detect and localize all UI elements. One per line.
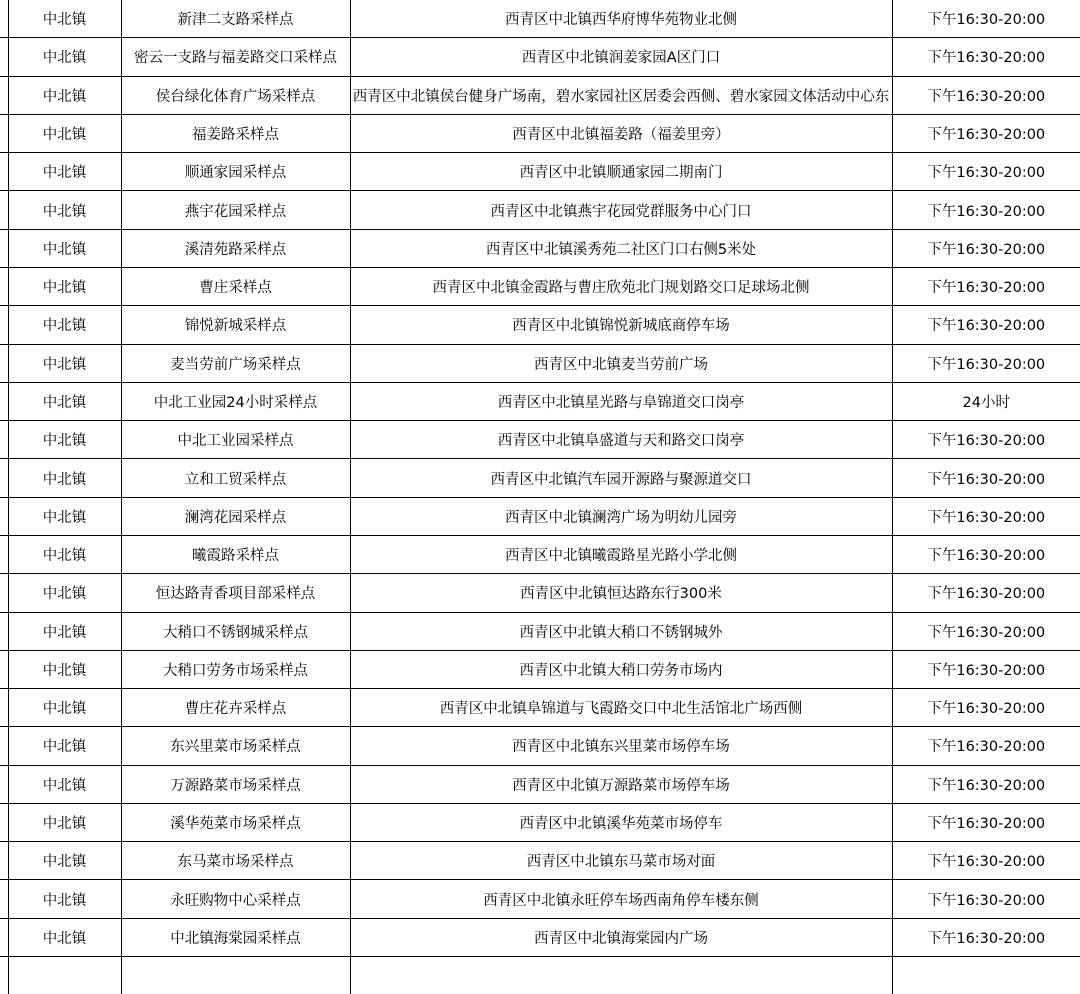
address-cell (350, 727, 892, 765)
address-text: 西青区中北镇汽车园开源路与聚源道交口 (490, 471, 752, 488)
address-text: 西青区中北镇西华府博华苑物业北侧 (505, 12, 737, 29)
address-cell (350, 76, 892, 114)
address-cell (350, 689, 892, 727)
site-name-cell: 曹庄采样点 (121, 267, 350, 305)
town-cell: 中北镇 (8, 918, 121, 956)
address-text: 西青区中北镇福姜路（福姜里旁） (512, 126, 730, 143)
address-text: 西青区中北镇润姜家园A区门口 (521, 50, 721, 67)
site-name-cell: 曦霞路采样点 (121, 535, 350, 573)
hours-cell: 下午16:30-20:00 (892, 650, 1080, 688)
address-text: 西青区中北镇永旺停车场西南角停车楼东侧 (483, 892, 759, 909)
row-edge-cell (0, 727, 8, 765)
site-name-cell: 燕宇花园采样点 (121, 191, 350, 229)
address-cell (350, 306, 892, 344)
table-row (0, 803, 1080, 841)
town-cell: 中北镇 (8, 191, 121, 229)
hours-cell: 下午16:30-20:00 (892, 727, 1080, 765)
site-name-cell: 东马菜市场采样点 (121, 842, 350, 880)
hours-cell: 下午16:30-20:00 (892, 803, 1080, 841)
row-edge-cell (0, 114, 8, 152)
hours-cell: 24小时 (892, 382, 1080, 420)
row-edge-cell (0, 0, 8, 38)
row-edge-cell (0, 612, 8, 650)
site-name-cell: 密云一支路与福姜路交口采样点 (121, 38, 350, 76)
site-name-cell: 中北工业园24小时采样点 (121, 382, 350, 420)
site-name-cell: 锦悦新城采样点 (121, 306, 350, 344)
row-edge-cell (0, 459, 8, 497)
site-name-cell: 大稍口不锈钢城采样点 (121, 612, 350, 650)
table-row (0, 957, 1080, 994)
row-edge-cell (0, 344, 8, 382)
hours-cell: 下午16:30-20:00 (892, 459, 1080, 497)
hours-cell: 下午16:30-20:00 (892, 306, 1080, 344)
hours-cell: 下午16:30-20:00 (892, 76, 1080, 114)
town-cell: 中北镇 (8, 535, 121, 573)
town-cell: 中北镇 (8, 727, 121, 765)
address-text: 西青区中北镇阜锦道与飞霞路交口中北生活馆北广场西侧 (439, 701, 803, 718)
row-edge-cell (0, 267, 8, 305)
table-row (0, 344, 1080, 382)
town-cell: 中北镇 (8, 574, 121, 612)
table-row (0, 880, 1080, 918)
address-text: 西青区中北镇曦霞路星光路小学北侧 (505, 548, 737, 565)
site-name-cell: 大稍口劳务市场采样点 (121, 650, 350, 688)
row-edge-cell (0, 306, 8, 344)
address-cell (350, 0, 892, 38)
table-row (0, 535, 1080, 573)
town-cell: 中北镇 (8, 153, 121, 191)
town-cell (8, 957, 121, 994)
address-cell (350, 574, 892, 612)
address-cell (350, 153, 892, 191)
table-row (0, 689, 1080, 727)
address-cell (350, 114, 892, 152)
address-text: 西青区中北镇澜湾广场为明幼儿园旁 (505, 509, 737, 526)
hours-cell: 下午16:30-20:00 (892, 191, 1080, 229)
site-name-cell: 东兴里菜市场采样点 (121, 727, 350, 765)
table-row (0, 114, 1080, 152)
town-cell: 中北镇 (8, 267, 121, 305)
town-cell: 中北镇 (8, 114, 121, 152)
hours-cell: 下午16:30-20:00 (892, 535, 1080, 573)
address-cell (350, 880, 892, 918)
address-text: 西青区中北镇燕宇花园党群服务中心门口 (490, 203, 752, 220)
town-cell: 中北镇 (8, 497, 121, 535)
site-name-cell: 溪华苑菜市场采样点 (121, 803, 350, 841)
address-text: 西青区中北镇溪华苑菜市场停车 (519, 816, 723, 833)
row-edge-cell (0, 765, 8, 803)
address-text: 西青区中北镇顺通家园二期南门 (519, 165, 723, 182)
site-name-cell: 侯台绿化体育广场采样点 (121, 76, 350, 114)
hours-cell: 下午16:30-20:00 (892, 153, 1080, 191)
address-text: 西青区中北镇大稍口劳务市场内 (519, 662, 723, 679)
address-cell (350, 803, 892, 841)
table-row (0, 229, 1080, 267)
table-row (0, 650, 1080, 688)
row-edge-cell (0, 842, 8, 880)
row-edge-cell (0, 957, 8, 994)
address-cell (350, 918, 892, 956)
table-row (0, 421, 1080, 459)
town-cell: 中北镇 (8, 76, 121, 114)
hours-cell: 下午16:30-20:00 (892, 918, 1080, 956)
table-row (0, 842, 1080, 880)
site-name-cell: 万源路菜市场采样点 (121, 765, 350, 803)
address-text: 西青区中北镇海棠园内广场 (534, 930, 708, 947)
site-name-cell: 永旺购物中心采样点 (121, 880, 350, 918)
site-name-cell: 恒达路青香项目部采样点 (121, 574, 350, 612)
site-name-cell: 中北工业园采样点 (121, 421, 350, 459)
row-edge-cell (0, 421, 8, 459)
table-row (0, 76, 1080, 114)
hours-cell: 下午16:30-20:00 (892, 612, 1080, 650)
hours-cell: 下午16:30-20:00 (892, 267, 1080, 305)
table-row (0, 306, 1080, 344)
address-text: 西青区中北镇金霞路与曹庄欣苑北门规划路交口足球场北侧 (432, 280, 810, 297)
address-cell (350, 38, 892, 76)
table-row (0, 267, 1080, 305)
town-cell: 中北镇 (8, 803, 121, 841)
table-row (0, 153, 1080, 191)
row-edge-cell (0, 229, 8, 267)
row-edge-cell (0, 535, 8, 573)
address-text: 西青区中北镇万源路菜市场停车场 (512, 777, 730, 794)
row-edge-cell (0, 918, 8, 956)
address-cell (350, 191, 892, 229)
row-edge-cell (0, 76, 8, 114)
address-cell (350, 765, 892, 803)
address-text: 西青区中北镇星光路与阜锦道交口岗亭 (497, 394, 745, 411)
hours-cell: 下午16:30-20:00 (892, 880, 1080, 918)
town-cell: 中北镇 (8, 459, 121, 497)
table-row (0, 918, 1080, 956)
site-name-cell: 新津二支路采样点 (121, 0, 350, 38)
address-text: 西青区中北镇恒达路东行300米 (520, 586, 722, 603)
row-edge-cell (0, 382, 8, 420)
row-edge-cell (0, 153, 8, 191)
table-row (0, 727, 1080, 765)
site-name-cell: 麦当劳前广场采样点 (121, 344, 350, 382)
site-name-cell (121, 957, 350, 994)
hours-cell: 下午16:30-20:00 (892, 765, 1080, 803)
table-row (0, 382, 1080, 420)
hours-cell: 下午16:30-20:00 (892, 421, 1080, 459)
site-name-cell: 澜湾花园采样点 (121, 497, 350, 535)
town-cell: 中北镇 (8, 382, 121, 420)
row-edge-cell (0, 191, 8, 229)
row-edge-cell (0, 574, 8, 612)
table-row (0, 38, 1080, 76)
address-cell (350, 535, 892, 573)
town-cell: 中北镇 (8, 765, 121, 803)
hours-cell: 下午16:30-20:00 (892, 497, 1080, 535)
address-cell (350, 650, 892, 688)
town-cell: 中北镇 (8, 38, 121, 76)
hours-cell: 下午16:30-20:00 (892, 0, 1080, 38)
address-text: 西青区中北镇阜盛道与天和路交口岗亭 (497, 433, 745, 450)
address-text: 西青区中北镇麦当劳前广场 (534, 356, 708, 373)
site-name-cell: 溪清苑路采样点 (121, 229, 350, 267)
table-row (0, 0, 1080, 38)
address-cell (350, 229, 892, 267)
address-cell (350, 421, 892, 459)
row-edge-cell (0, 650, 8, 688)
address-cell (350, 957, 892, 994)
row-edge-cell (0, 880, 8, 918)
hours-cell: 下午16:30-20:00 (892, 38, 1080, 76)
address-cell (350, 267, 892, 305)
town-cell: 中北镇 (8, 880, 121, 918)
hours-cell (892, 957, 1080, 994)
address-text: 西青区中北镇锦悦新城底商停车场 (512, 318, 730, 335)
town-cell: 中北镇 (8, 0, 121, 38)
hours-cell: 下午16:30-20:00 (892, 344, 1080, 382)
address-cell (350, 382, 892, 420)
address-text: 西青区中北镇侯台健身广场南，碧水家园社区居委会西侧、碧水家园文体活动中心东 (352, 88, 890, 105)
town-cell: 中北镇 (8, 306, 121, 344)
town-cell: 中北镇 (8, 842, 121, 880)
table-row (0, 765, 1080, 803)
town-cell: 中北镇 (8, 612, 121, 650)
site-name-cell: 顺通家园采样点 (121, 153, 350, 191)
address-cell (350, 497, 892, 535)
row-edge-cell (0, 497, 8, 535)
hours-cell: 下午16:30-20:00 (892, 689, 1080, 727)
town-cell: 中北镇 (8, 650, 121, 688)
town-cell: 中北镇 (8, 229, 121, 267)
site-name-cell: 曹庄花卉采样点 (121, 689, 350, 727)
site-name-cell: 立和工贸采样点 (121, 459, 350, 497)
address-cell (350, 459, 892, 497)
address-cell (350, 344, 892, 382)
address-text: 西青区中北镇东马菜市场对面 (526, 854, 716, 871)
hours-cell: 下午16:30-20:00 (892, 114, 1080, 152)
town-cell: 中北镇 (8, 689, 121, 727)
hours-cell: 下午16:30-20:00 (892, 229, 1080, 267)
address-text: 西青区中北镇溪秀苑二社区门口右侧5米处 (485, 241, 757, 258)
site-name-cell: 福姜路采样点 (121, 114, 350, 152)
table-row (0, 497, 1080, 535)
table-row (0, 612, 1080, 650)
address-text: 西青区中北镇东兴里菜市场停车场 (512, 739, 730, 756)
row-edge-cell (0, 38, 8, 76)
town-cell: 中北镇 (8, 344, 121, 382)
town-cell: 中北镇 (8, 421, 121, 459)
address-text: 西青区中北镇大稍口不锈钢城外 (519, 624, 723, 641)
row-edge-cell (0, 689, 8, 727)
hours-cell: 下午16:30-20:00 (892, 574, 1080, 612)
row-edge-cell (0, 803, 8, 841)
table-row (0, 459, 1080, 497)
site-name-cell: 中北镇海棠园采样点 (121, 918, 350, 956)
address-cell (350, 842, 892, 880)
table-row (0, 191, 1080, 229)
hours-cell: 下午16:30-20:00 (892, 842, 1080, 880)
address-cell (350, 612, 892, 650)
table-row (0, 574, 1080, 612)
